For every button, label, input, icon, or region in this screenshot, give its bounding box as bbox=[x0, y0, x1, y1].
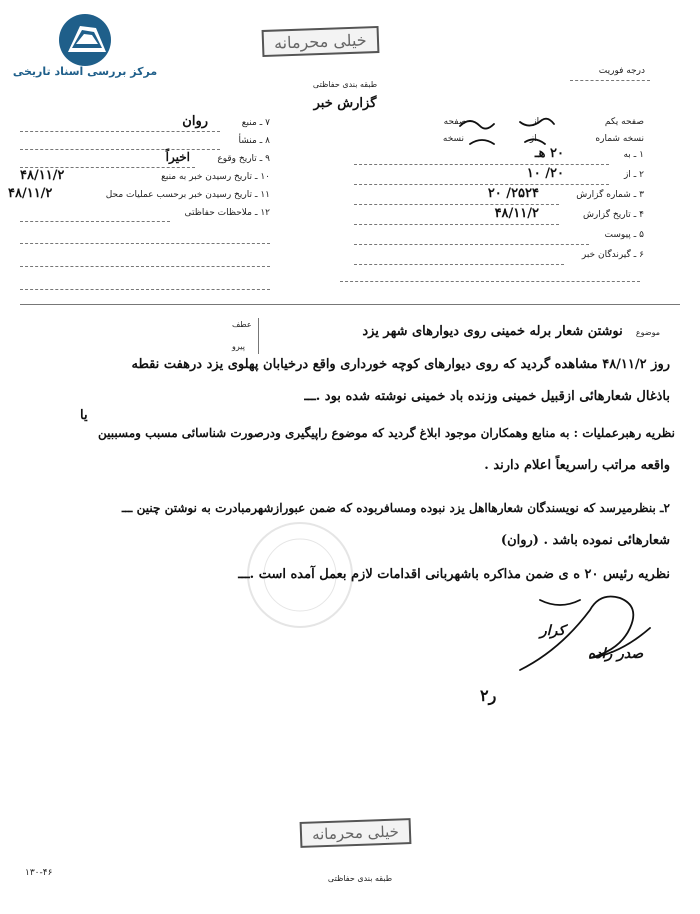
field-row: ۱۰ ـ تاریخ رسیدن خبر به منبع ۴۸/۱۱/۲ bbox=[20, 168, 270, 183]
body-line-5: ۲ـ بنظرمیرسد که نویسندگان شعارهااهل یزد نبوده ومسافربوده که ضمن عبورازشهرمبادرت به نوشتن چنین ـــ bbox=[121, 501, 670, 515]
copy-unit-label: نسخه bbox=[442, 134, 465, 144]
page-of-label: از bbox=[532, 117, 540, 127]
blank-line bbox=[340, 281, 640, 282]
blank-line bbox=[20, 243, 270, 244]
form-title: گزارش خبر bbox=[313, 96, 377, 111]
body-line-4: واقعه مراتب راسریعاً اعلام دارند . bbox=[484, 458, 670, 473]
blank-line bbox=[20, 304, 680, 305]
urgency-label: درجه فوریت bbox=[598, 66, 645, 76]
subject-text: نوشتن شعار برله خمینی روی دیوارهای شهر یزد bbox=[362, 324, 623, 339]
classification-caption: طبقه بندی حفاظتی bbox=[312, 80, 378, 89]
faded-seal bbox=[240, 515, 360, 635]
copy-number-label: نسخه شماره bbox=[595, 134, 644, 144]
body-insert: یا bbox=[80, 408, 88, 423]
archive-logo-caption: مرکز بررسی اسناد تاریخی bbox=[12, 65, 158, 78]
blank-line bbox=[20, 289, 270, 290]
body-line-7: نظریه رئیس ۲۰ ه ی ضمن مذاکره باشهربانی اقدامات لازم بعمل آمده است .ـــ bbox=[238, 567, 670, 582]
body-line-6: شعارهائی نموده باشد . (روان) bbox=[500, 533, 670, 548]
footer-page-code: ۱۳۰-۴۶ bbox=[25, 868, 53, 878]
field-row: ۳ ـ شماره گزارش ۲۵۲۴/ ۲۰ bbox=[354, 190, 644, 210]
page-handwriting bbox=[440, 112, 590, 152]
blank-line bbox=[20, 266, 270, 267]
peiro-note: پیرو bbox=[232, 342, 245, 351]
bottom-stamp: خیلی محرمانه bbox=[300, 818, 412, 848]
subject-row bbox=[280, 320, 660, 339]
field-row: ۶ ـ گیرندگان خبر bbox=[354, 250, 644, 270]
body-line-1: روز ۴۸/۱۱/۲ مشاهده گردید که روی دیوارهای کوچه‌ خورداری واقع درخیابان پهلوی یزد درهفت نقطه bbox=[131, 357, 670, 372]
signature-name-1: کرار bbox=[540, 623, 566, 639]
left-fields bbox=[8, 114, 270, 226]
field-row: ۱۲ ـ ملاحظات حفاظتی bbox=[20, 208, 270, 226]
field-row: ۵ ـ پیوست bbox=[354, 230, 644, 250]
copy-of-label: از bbox=[529, 134, 537, 144]
field-row: ۸ ـ منشأ bbox=[20, 136, 270, 154]
field-row: ۱۱ ـ تاریخ رسیدن خبر برحسب عملیات محل ۴۸/۱۱/۲ bbox=[8, 186, 270, 201]
urgency-underline bbox=[570, 80, 650, 81]
page-one-label: صفحه یکم bbox=[604, 117, 644, 127]
archive-logo-icon bbox=[10, 8, 160, 68]
top-stamp: خیلی محرمانه bbox=[262, 26, 380, 57]
field-row: ۲ ـ از ۲۰/ ۱۰ bbox=[354, 170, 644, 190]
margin-line bbox=[258, 318, 259, 354]
subject-label: موضوع bbox=[635, 328, 660, 337]
field-row: ۱ ـ به ۲۰ هـ bbox=[354, 150, 644, 170]
field-row: ۴ ـ تاریخ گزارش ۴۸/۱۱/۲ bbox=[354, 210, 644, 230]
atf-note: عطف bbox=[232, 320, 252, 329]
right-fields bbox=[354, 146, 644, 270]
body-line-2: باذغال شعارهائی ازقبیل خمینی وزنده باد خمینی نوشته شده بود .ـــ bbox=[304, 389, 670, 404]
signature-name-2: صدر زاده bbox=[588, 646, 644, 662]
footer-classification-caption: طبقه بندی حفاظتی bbox=[327, 874, 393, 883]
page-unit-label: صفحه bbox=[443, 117, 467, 127]
field-row: ۷ ـ منبع روان bbox=[20, 118, 270, 136]
field-row: ۹ ـ تاریخ وقوع اخیراً bbox=[20, 154, 270, 172]
signature-initials: ۲ر bbox=[480, 686, 497, 705]
body-line-3: نظریه رهبرعملیات : به منابع وهمکاران موجود ابلاغ گردید که موضوع راپیگیری ودرصورت شناسائی مسبب ومسببین bbox=[97, 426, 675, 440]
archive-logo bbox=[10, 8, 160, 78]
signature-scribble bbox=[480, 580, 680, 690]
